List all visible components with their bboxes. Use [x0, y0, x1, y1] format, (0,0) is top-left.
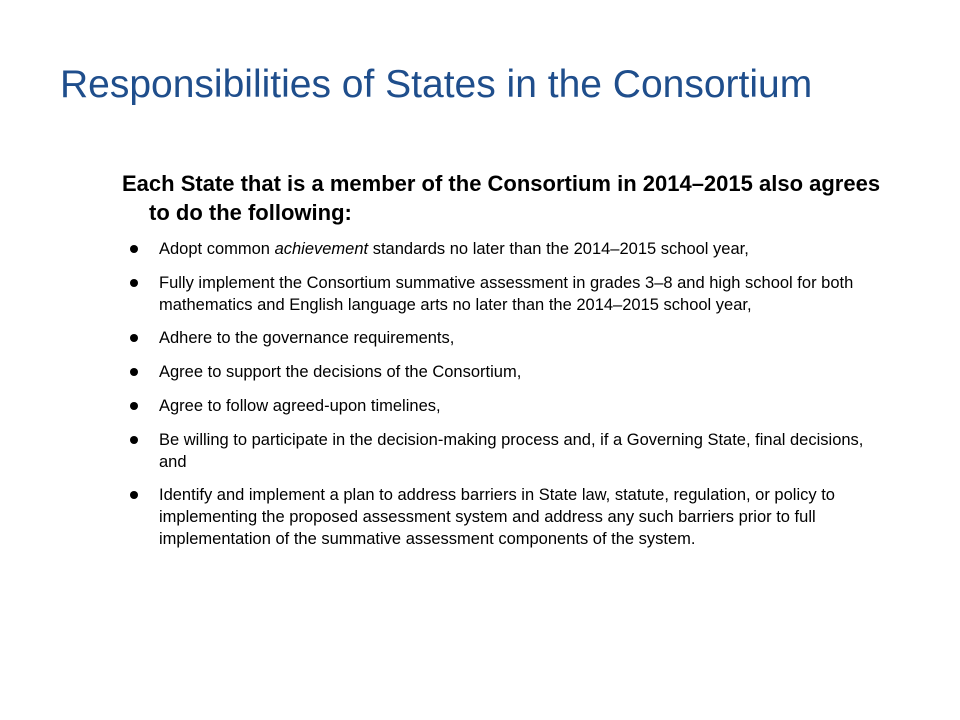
bullet-dot-icon [130, 491, 138, 499]
list-item-text-start: Adopt common [159, 240, 275, 259]
bullet-dot-icon [130, 334, 138, 342]
responsibility-list [122, 239, 892, 550]
bullet-dot-icon [130, 368, 138, 376]
lead-statement: Each State that is a member of the Consortium in 2014–2015 also agrees to do the following: [122, 171, 881, 225]
list-item-text: Be willing to participate in the decision-making process and, if a Governing State, final decisions, and [159, 430, 864, 471]
emphasized-word: achievement [274, 240, 369, 259]
list-item [122, 273, 892, 317]
bullet-dot-icon [130, 436, 138, 444]
list-item-text: Adhere to the governance requirements, [159, 329, 455, 348]
list-item [122, 239, 892, 261]
bullet-dot-icon [130, 402, 138, 410]
list-item [122, 362, 892, 384]
list-item-text: Agree to follow agreed-upon timelines, [159, 397, 441, 416]
bullet-dot-icon [130, 279, 138, 287]
list-item [122, 485, 892, 550]
list-item [122, 430, 892, 474]
slide-title: Responsibilities of States in the Consortium [60, 63, 813, 106]
list-item-text: Identify and implement a plan to address barriers in State law, statute, regulation, or policy to implementing the proposed assessment system and address any such barriers prior to full implementation of the summative assessment components of the system. [159, 486, 835, 548]
list-item [122, 328, 892, 350]
list-item-text: Fully implement the Consortium summative assessment in grades 3–8 and high school for both mathematics and English language arts no later than the 2014–2015 school year, [159, 273, 854, 314]
bullet-dot-icon [130, 245, 138, 253]
list-item-text-end: standards no later than the 2014–2015 school year, [368, 240, 749, 259]
list-item-text: Agree to support the decisions of the Consortium, [159, 363, 522, 382]
list-item-text [159, 240, 749, 258]
slide-content [122, 170, 892, 563]
list-item [122, 396, 892, 418]
